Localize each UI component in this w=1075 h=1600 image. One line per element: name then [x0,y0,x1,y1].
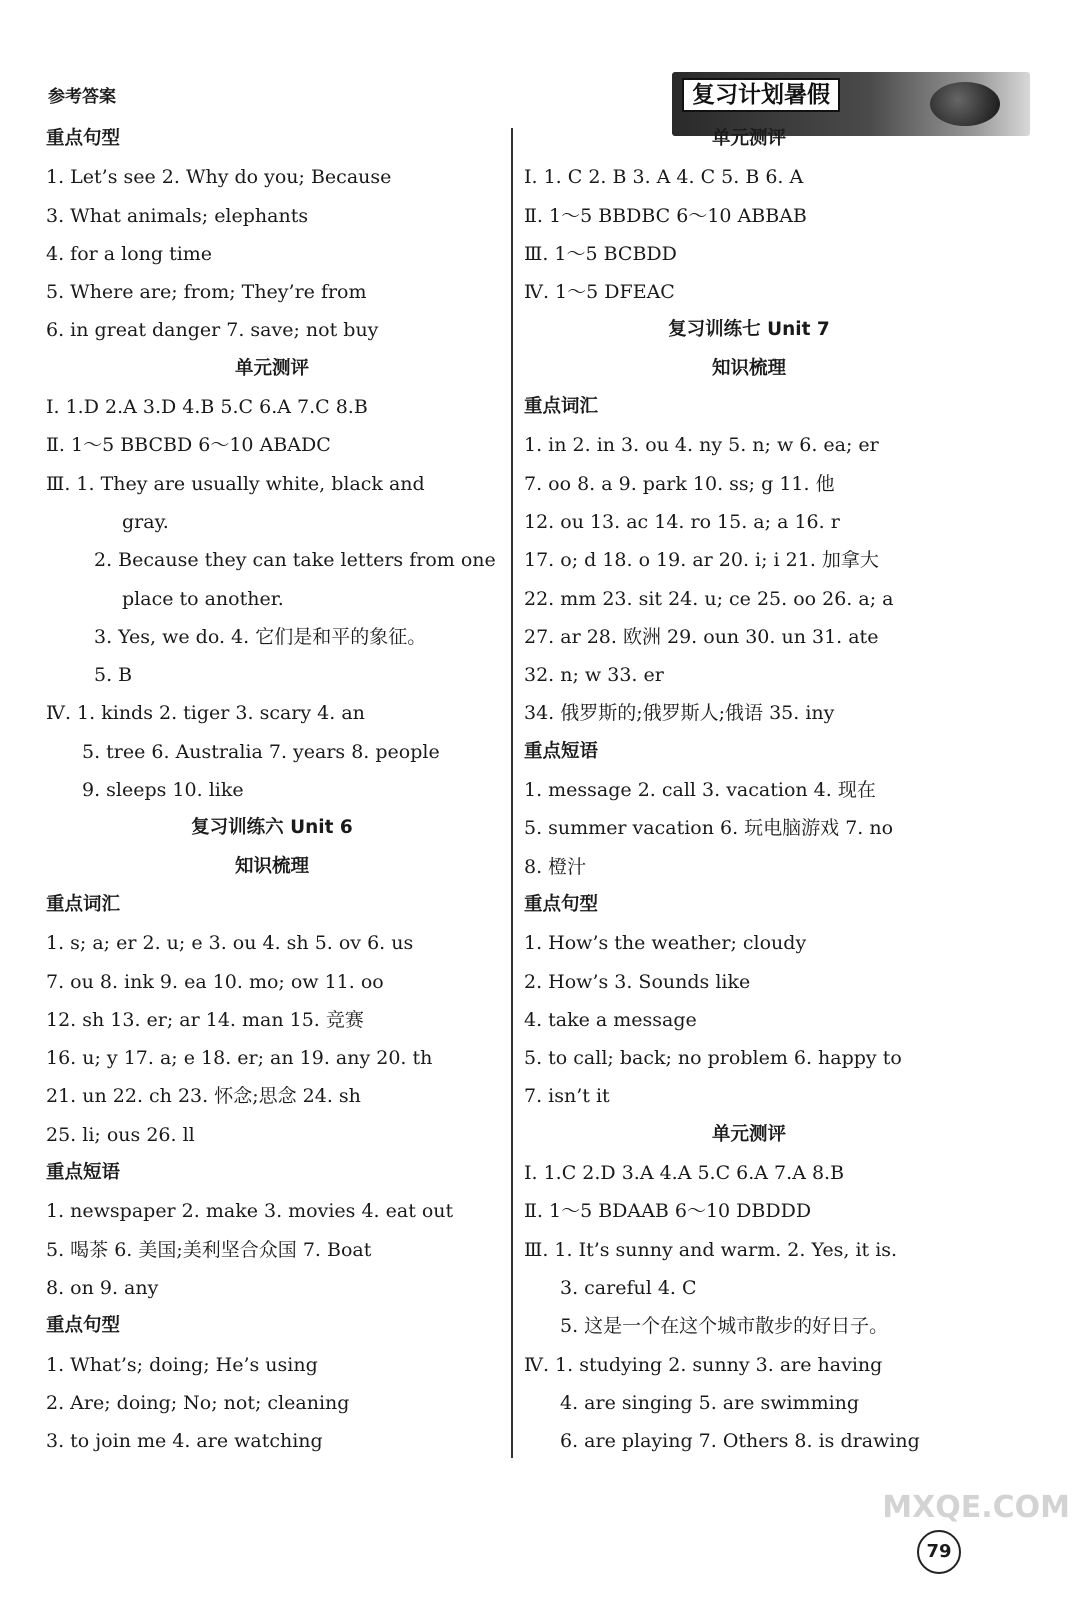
answer-line: 9. sleeps 10. like [82,779,244,802]
answer-line: Ⅲ. 1. They are usually white, black and [46,472,425,495]
right-column [524,120,974,1460]
answer-line: Ⅰ. 1.D 2.A 3.D 4.B 5.C 6.A 7.C 8.B [46,396,368,419]
answer-line: 6. in great danger 7. save; not buy [46,319,379,342]
answer-line: Ⅳ. 1. studying 2. sunny 3. are having [524,1353,883,1376]
answer-line: 21. un 22. ch 23. 怀念;思念 24. sh [46,1085,361,1108]
answer-line: 5. Where are; from; They’re from [46,281,367,304]
column-divider [511,128,513,1458]
header-label: 参考答案 [48,87,116,107]
answer-line: 5. B [94,664,133,687]
answer-line: 3. Yes, we do. 4. 它们是和平的象征。 [94,625,427,648]
answer-line: gray. [122,510,169,533]
answer-line: 3. careful 4. C [560,1276,697,1299]
answer-line: 6. are playing 7. Others 8. is drawing [560,1430,920,1453]
answer-line: place to another. [122,587,284,610]
section-title: 复习训练六 Unit 6 [191,817,353,839]
answer-line: 25. li; ous 26. ll [46,1123,195,1146]
answer-line: 5. summer vacation 6. 玩电脑游戏 7. no [524,817,894,840]
answer-line: 2. How’s 3. Sounds like [524,970,751,993]
answer-line: 4. are singing 5. are swimming [560,1391,860,1414]
section-title: 单元测评 [711,128,786,149]
answer-line: 22. mm 23. sit 24. u; ce 25. oo 26. a; a [524,587,894,610]
section-heading: 重点句型 [524,893,599,915]
section-heading: 重点短语 [46,1162,121,1184]
answer-line: 27. ar 28. 欧洲 29. oun 30. un 31. ate [524,625,879,648]
answer-line: 12. ou 13. ac 14. ro 15. a; a 16. r [524,510,840,533]
answer-line: 3. to join me 4. are watching [46,1430,323,1453]
section-heading: 重点句型 [46,1315,121,1337]
section-heading: 重点句型 [46,128,121,149]
answer-line: 8. 橙汁 [524,855,587,878]
answer-line: Ⅲ. 1～5 BCBDD [524,242,677,265]
answer-line: Ⅲ. 1. It’s sunny and warm. 2. Yes, it is. [524,1238,898,1261]
answer-line: 1. in 2. in 3. ou 4. ny 5. n; w 6. ea; er [524,434,879,457]
answer-line: 1. message 2. call 3. vacation 4. 现在 [524,779,876,802]
answer-line: Ⅱ. 1～5 BBCBD 6～10 ABADC [46,434,331,457]
section-title: 复习训练七 Unit 7 [668,319,830,341]
answer-line: 1. Let’s see 2. Why do you; Because [46,166,392,189]
section-title: 知识梳理 [234,855,309,877]
answer-line: 12. sh 13. er; ar 14. man 15. 竞赛 [46,1008,364,1031]
answer-line: 17. o; d 18. o 19. ar 20. i; i 21. 加拿大 [524,549,879,572]
answer-line: 34. 俄罗斯的;俄罗斯人;俄语 35. iny [524,702,835,725]
answer-line: 32. n; w 33. er [524,664,664,687]
answer-line: Ⅱ. 1～5 BBDBC 6～10 ABBAB [524,204,807,227]
answer-line: Ⅳ. 1～5 DFEAC [524,281,675,304]
answer-line: Ⅰ. 1.C 2.D 3.A 4.A 5.C 6.A 7.A 8.B [524,1162,845,1185]
answer-line: 4. take a message [524,1008,697,1031]
answer-line: Ⅰ. 1. C 2. B 3. A 4. C 5. B 6. A [524,166,804,189]
answer-line: 1. newspaper 2. make 3. movies 4. eat out [46,1200,454,1223]
answer-line: 2. Are; doing; No; not; cleaning [46,1391,350,1414]
answer-line: 2. Because they can take letters from one [94,549,496,572]
answer-line: 7. oo 8. a 9. park 10. ss; g 11. 他 [524,472,835,495]
section-heading: 重点短语 [524,740,599,762]
answer-line: Ⅱ. 1～5 BDAAB 6～10 DBDDD [524,1200,812,1223]
answer-line: 5. tree 6. Australia 7. years 8. people [82,740,440,763]
answer-line: 7. ou 8. ink 9. ea 10. mo; ow 11. oo [46,970,384,993]
answer-line: 4. for a long time [46,242,213,265]
left-column [46,120,498,1460]
section-title: 单元测评 [711,1123,786,1145]
section-title: 单元测评 [234,357,309,379]
answer-line: 1. s; a; er 2. u; e 3. ou 4. sh 5. ov 6. us [46,932,414,955]
answer-line: 5. 喝茶 6. 美国;美利坚合众国 7. Boat [46,1238,372,1261]
answer-line: 7. isn’t it [524,1085,610,1108]
section-heading: 重点词汇 [46,893,121,915]
answer-line: 3. What animals; elephants [46,204,309,227]
answer-line: 8. on 9. any [46,1276,159,1299]
answer-line: 1. What’s; doing; He’s using [46,1353,318,1376]
answer-line: 16. u; y 17. a; e 18. er; an 19. any 20. th [46,1047,433,1070]
watermark: MXQE.COM [882,1490,1070,1525]
banner-title: 复习计划暑假 [682,78,840,112]
section-title: 知识梳理 [711,357,786,379]
section-heading: 重点词汇 [524,396,599,418]
answer-line: Ⅳ. 1. kinds 2. tiger 3. scary 4. an [46,702,365,725]
answer-line: 5. 这是一个在这个城市散步的好日子。 [560,1315,889,1338]
page-number: 79 [917,1530,961,1574]
answer-line: 1. How’s the weather; cloudy [524,932,807,955]
answer-line: 5. to call; back; no problem 6. happy to [524,1047,902,1070]
